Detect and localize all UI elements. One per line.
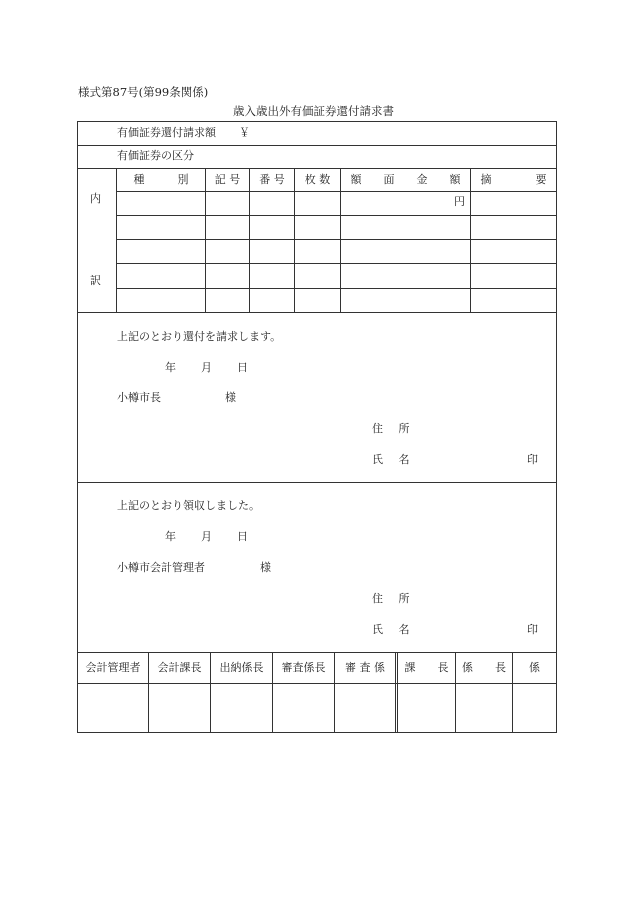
yen-unit: 円 — [454, 195, 465, 208]
column-header-count: 枚 数 — [304, 173, 331, 186]
column-header-kind: 種 別 — [133, 173, 189, 186]
approval-subsection-chief: 係 長 — [462, 661, 506, 674]
approval-accounting-section-chief: 会計課長 — [157, 661, 202, 674]
request-address-label: 住 所 — [372, 422, 416, 435]
request-address-field[interactable] — [412, 418, 552, 438]
securities-type-label: 有価証券の区分 — [117, 149, 194, 162]
receipt-address-label: 住 所 — [372, 592, 416, 605]
approval-section-manager: 課 長 — [404, 661, 449, 674]
breakdown-label-top: 内 — [90, 192, 101, 205]
approval-staff: 係 — [529, 661, 540, 674]
receipt-addressee: 小樽市会計管理者 — [117, 561, 205, 574]
request-statement: 上記のとおり還付を請求します。 — [117, 330, 282, 343]
request-date: 年 月 日 — [165, 361, 249, 374]
column-header-symbol: 記 号 — [214, 173, 241, 186]
receipt-statement: 上記のとおり領収しました。 — [117, 499, 260, 512]
approval-audit-chief: 審査係長 — [281, 661, 326, 674]
document-title: 歳入歳出外有価証券還付請求書 — [233, 104, 394, 118]
breakdown-label-bottom: 訳 — [90, 274, 101, 287]
column-header-remarks: 摘 要 — [480, 173, 547, 186]
column-header-number: 番 号 — [259, 173, 285, 186]
request-honorific: 様 — [225, 391, 236, 404]
receipt-name-field[interactable] — [412, 619, 522, 639]
form-number: 様式第87号(第99条関係) — [78, 85, 209, 99]
receipt-address-field[interactable] — [412, 588, 552, 608]
claim-amount-label: 有価証券還付請求額 — [117, 126, 216, 139]
column-header-face-value: 額 面 金 額 — [350, 173, 461, 186]
request-addressee: 小樽市長 — [117, 391, 161, 404]
receipt-seal: 印 — [527, 623, 538, 636]
request-name-field[interactable] — [412, 449, 522, 469]
approval-auditor: 審 査 係 — [345, 661, 385, 674]
receipt-honorific: 様 — [260, 561, 271, 574]
approval-cashier-chief: 出納係長 — [219, 661, 264, 674]
receipt-date: 年 月 日 — [165, 530, 249, 543]
receipt-name-label: 氏 名 — [372, 623, 416, 636]
approval-accounting-manager: 会計管理者 — [85, 661, 141, 674]
request-seal: 印 — [527, 453, 538, 466]
yen-symbol: ￥ — [239, 126, 250, 139]
request-name-label: 氏 名 — [372, 453, 416, 466]
claim-amount-field[interactable] — [252, 123, 552, 143]
